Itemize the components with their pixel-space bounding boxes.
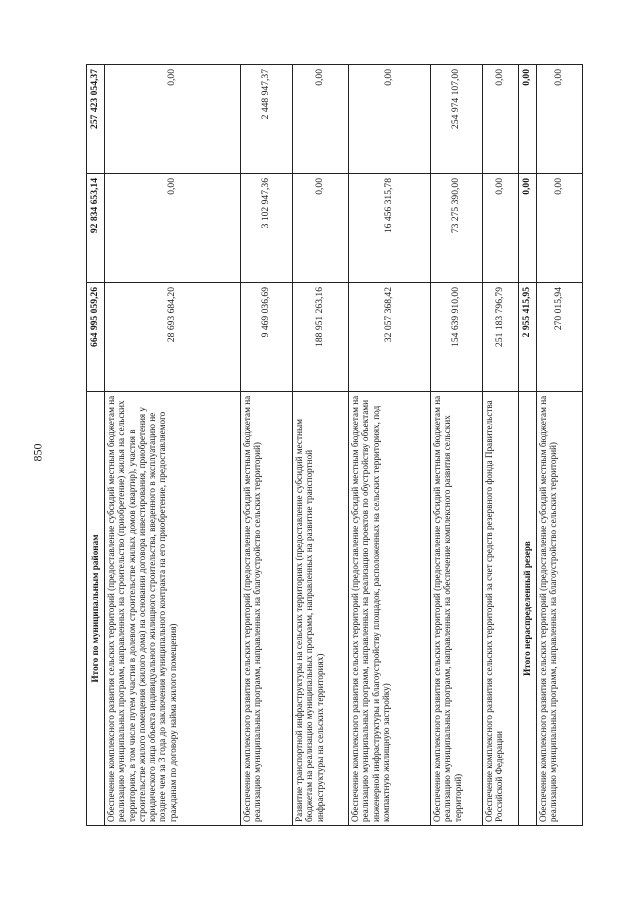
row-value-3: 0,00 bbox=[349, 65, 431, 174]
row-value-3: 0,00 bbox=[537, 65, 583, 174]
row-value-1: 154 639 910,00 bbox=[431, 283, 483, 392]
row-value-2: 16 456 315,78 bbox=[349, 174, 431, 283]
row-name: Обеспечение комплексного развития сельских территорий (предоставление субсидий местным бюджетам на реализацию муниципальных программ, направленных на благоустройство сельских территорий) bbox=[537, 392, 583, 826]
table-row-total-reserve bbox=[519, 65, 537, 826]
table-row bbox=[349, 65, 431, 826]
budget-table-rotated bbox=[86, 66, 582, 826]
row-name: Развитие транспортной инфраструктуры на сельских территориях (предоставление субсидий местным бюджетам на реализацию муниципальных программ, направленных на развитие транспортной инфраструктуры на сельских территориях) bbox=[293, 392, 349, 826]
row-value-2: 0,00 bbox=[483, 174, 519, 283]
row-value-1: 188 951 263,16 bbox=[293, 283, 349, 392]
row-name: Обеспечение комплексного развития сельских территорий (предоставление субсидий местным бюджетам на реализацию муниципальных программ, направленных на благоустройство сельских территорий) bbox=[241, 392, 293, 826]
budget-table bbox=[86, 64, 583, 826]
row-name: Итого нераспределенный резерв bbox=[519, 392, 537, 826]
row-value-2: 0,00 bbox=[519, 174, 537, 283]
row-value-2: 73 275 390,00 bbox=[431, 174, 483, 283]
row-value-3: 0,00 bbox=[483, 65, 519, 174]
table-row bbox=[431, 65, 483, 826]
row-name: Обеспечение комплексного развития сельских территорий (предоставление субсидий местным бюджетам на реализацию муниципальных программ, направленных на строительство (приобретение) жилья на сельских территориях, в том числе путем участия в долевом строительстве жилых домов (квартир), участия в строительстве жилого помещения (жилого дома) на основании договора инвестирования, приобретения у юридического лица объекта индивидуального жилищного строительства, введенного в эксплуатацию не позднее чем за 3 года до заключения муниципального контракта на его приобретение, предоставляемого гражданам по договору найма жилого помещения) bbox=[105, 392, 241, 826]
row-value-1: 251 183 796,79 bbox=[483, 283, 519, 392]
row-value-3: 2 448 947,37 bbox=[241, 65, 293, 174]
row-value-2: 3 102 947,36 bbox=[241, 174, 293, 283]
table-row bbox=[537, 65, 583, 826]
row-value-2: 0,00 bbox=[105, 174, 241, 283]
row-name: Обеспечение комплексного развития сельских территорий (предоставление субсидий местным бюджетам на реализацию муниципальных программ, направленных на реализацию проектов по обустройству объектами инженерной инфраструктуры и благоустройству площадок, расположенных на сельских территориях, под компактную жилищную застройку) bbox=[349, 392, 431, 826]
row-value-1: 28 693 684,20 bbox=[105, 283, 241, 392]
row-value-1: 2 955 415,95 bbox=[519, 283, 537, 392]
row-value-1: 9 469 036,69 bbox=[241, 283, 293, 392]
row-value-3: 0,00 bbox=[105, 65, 241, 174]
table-row bbox=[241, 65, 293, 826]
row-value-1: 664 995 059,26 bbox=[87, 283, 105, 392]
table-row bbox=[105, 65, 241, 826]
row-value-1: 270 015,94 bbox=[537, 283, 583, 392]
row-value-3: 0,00 bbox=[519, 65, 537, 174]
row-value-2: 0,00 bbox=[293, 174, 349, 283]
table-row-total-municipal bbox=[87, 65, 105, 826]
row-value-3: 257 423 054,37 bbox=[87, 65, 105, 174]
table-row bbox=[293, 65, 349, 826]
table-row bbox=[483, 65, 519, 826]
row-name: Итого по муниципальным районам bbox=[87, 392, 105, 826]
row-value-2: 92 834 653,14 bbox=[87, 174, 105, 283]
row-value-2: 0,00 bbox=[537, 174, 583, 283]
page-number: 850 bbox=[30, 443, 45, 462]
row-name: Обеспечение комплексного развития сельских территорий за счет средств резервного фонда Правительства Российской Федерации bbox=[483, 392, 519, 826]
row-value-3: 0,00 bbox=[293, 65, 349, 174]
row-value-3: 254 974 107,00 bbox=[431, 65, 483, 174]
row-value-1: 32 057 368,42 bbox=[349, 283, 431, 392]
row-name: Обеспечение комплексного развития сельских территорий (предоставление субсидий местным бюджетам на реализацию муниципальных программ, направленных на обеспечение комплексного развития сельских территорий) bbox=[431, 392, 483, 826]
